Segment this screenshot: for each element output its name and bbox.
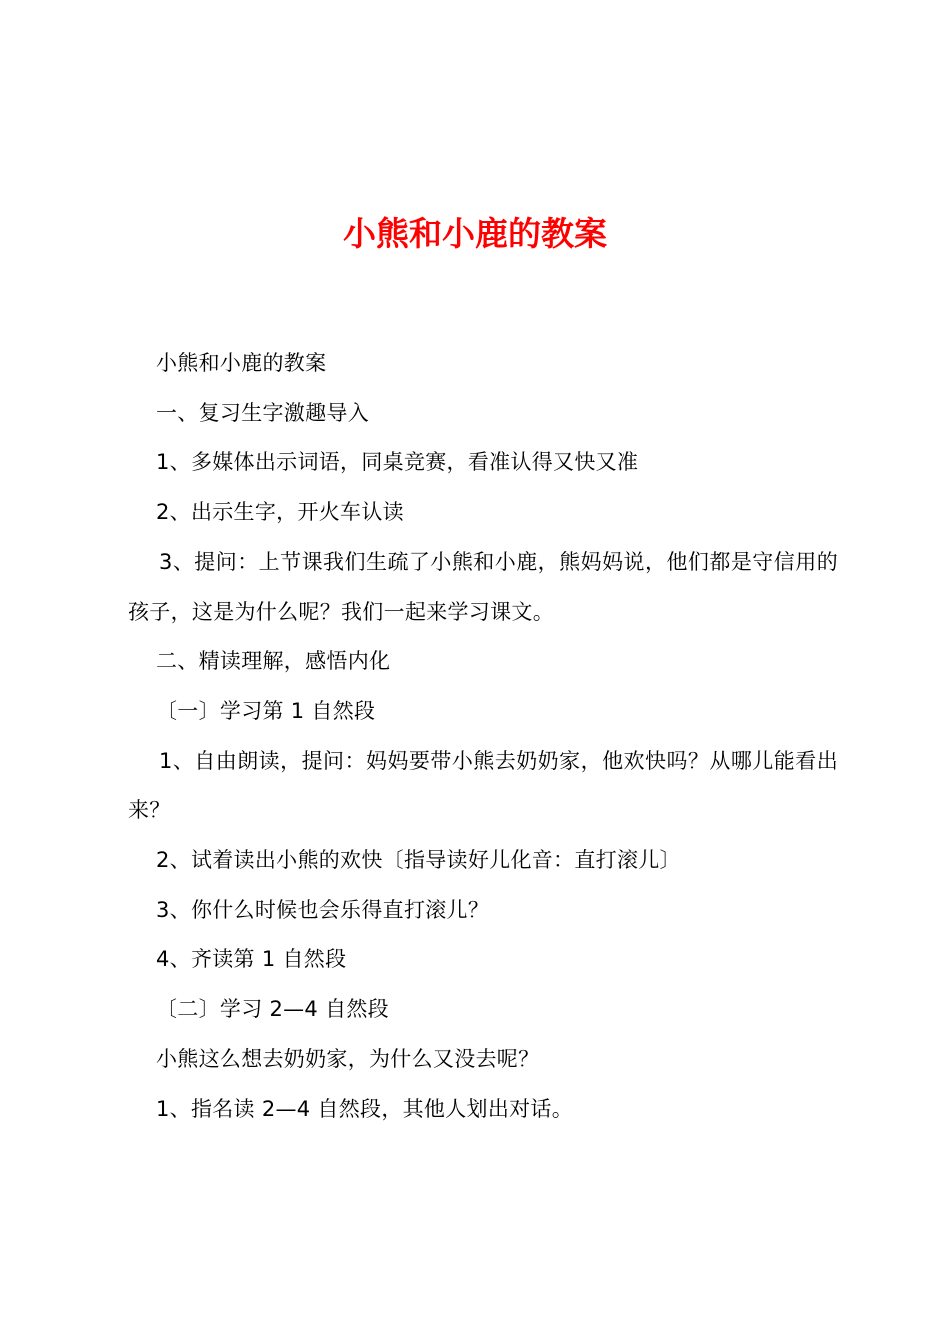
paragraph-subsection-heading: 〔二〕学习 2—4 自然段 — [156, 997, 389, 1022]
document-body — [128, 339, 838, 1134]
paragraph-item: 2、出示生字，开火车认读 — [156, 500, 404, 525]
paragraph-item: 1、多媒体出示词语，同桌竞赛，看准认得又快又准 — [156, 450, 639, 475]
paragraph-item: 1、指名读 2—4 自然段，其他人划出对话。 — [156, 1096, 574, 1121]
document-title: 小熊和小鹿的教案 — [343, 214, 607, 253]
paragraph-item: 3、提问：上节课我们生疏了小熊和小鹿，熊妈妈说，他们都是守信用的孩子，这是为什么呢？我们一起来学习课文。 — [128, 549, 838, 624]
paragraph-item: 3、你什么时候也会乐得直打滚儿？ — [156, 897, 490, 922]
paragraph-question: 小熊这么想去奶奶家，为什么又没去呢？ — [156, 1046, 540, 1071]
paragraph-subsection-heading: 〔一〕学习第 1 自然段 — [156, 698, 376, 723]
paragraph-item: 4、齐读第 1 自然段 — [156, 947, 347, 972]
paragraph-item: 1、自由朗读，提问：妈妈要带小熊去奶奶家，他欢快吗？从哪儿能看出来？ — [128, 748, 838, 823]
paragraph-subtitle: 小熊和小鹿的教案 — [156, 351, 327, 375]
paragraph-item: 2、试着读出小熊的欢快〔指导读好儿化音：直打滚儿〕 — [156, 848, 681, 873]
paragraph-section-two-heading: 二、精读理解，感悟内化 — [156, 649, 391, 674]
paragraph-section-one-heading: 一、复习生字激趣导入 — [156, 400, 369, 425]
